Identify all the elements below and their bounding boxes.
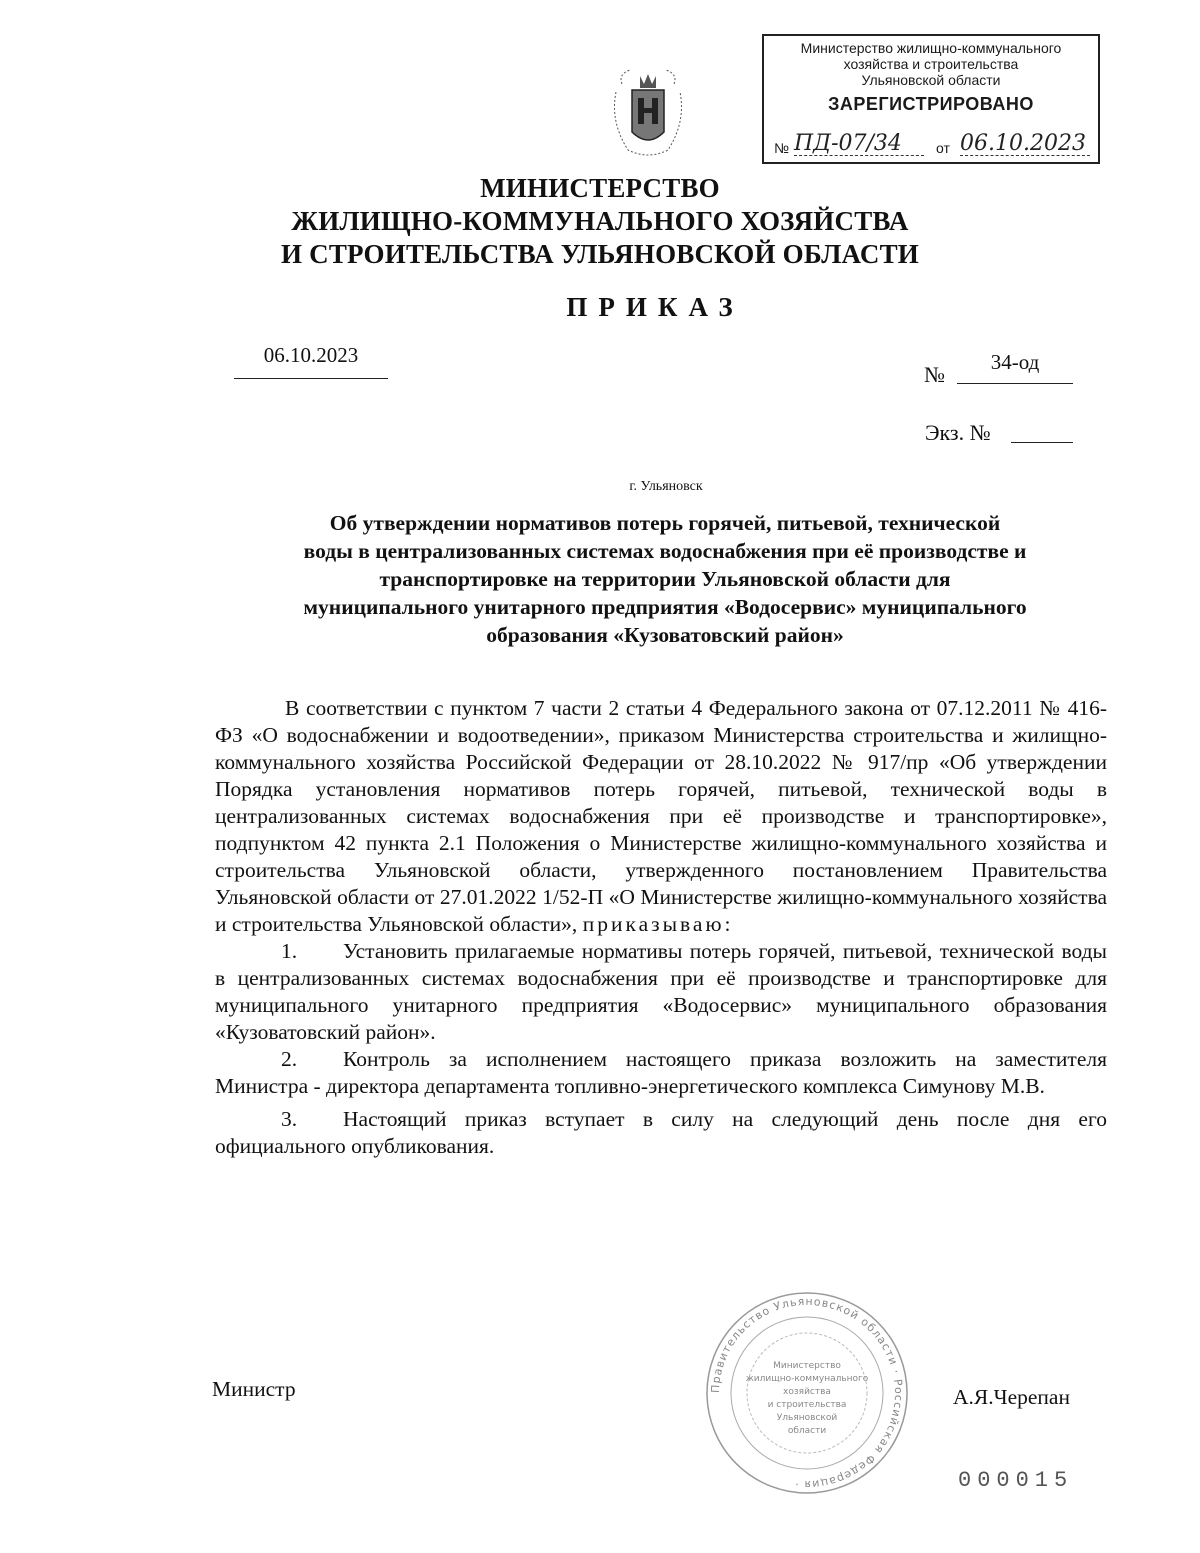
seal-inner-line: и строительства: [767, 1400, 847, 1410]
order-word: приказываю:: [582, 912, 734, 936]
item-text: Контроль за исполнением настоящего приказа возложить на заместителя Министра - директора департамента топливно-энергетического комплекса Симунову М.В.: [215, 1047, 1107, 1098]
stamp-line-3: Ульяновской области: [861, 72, 1001, 88]
serial-number: 000015: [958, 1468, 1074, 1493]
seal-outer-text: Правительство Ульяновской области · Российская Федерация ·: [708, 1294, 906, 1492]
copy-number-label: Экз. №: [925, 420, 991, 445]
ministry-line-1: МИНИСТЕРСТВО: [480, 173, 720, 203]
subject-line: воды в централизованных системах водоснабжения при её производстве и: [303, 539, 1027, 563]
seal-inner-line: Ульяновской: [776, 1413, 838, 1423]
order-body: [215, 695, 1107, 1160]
order-item: [215, 1106, 1107, 1160]
order-item: [215, 938, 1107, 1046]
seal-inner-line: жилищно-коммунального: [745, 1374, 869, 1384]
order-title: ПРИКАЗ: [566, 292, 744, 322]
order-number: 34-од: [957, 350, 1073, 384]
subject-line: транспортировке на территории Ульяновской области для: [379, 567, 951, 591]
signer-title: Министр: [212, 1377, 296, 1401]
stamp-date-value: 06.10.2023: [960, 133, 1090, 156]
official-seal-icon: [704, 1288, 910, 1498]
stamp-date-label: от: [936, 140, 950, 156]
signer-name: А.Я.Черепан: [953, 1385, 1070, 1409]
item-text: Установить прилагаемые нормативы потерь горячей, питьевой, технической воды в централизованных системах водоснабжения при её производстве и транспортировке для муниципального унитарного предприятия «Водосервис» муниципального образования «Кузоватовский район».: [215, 939, 1107, 1044]
coat-of-arms-icon: [608, 62, 688, 162]
preamble-paragraph: [215, 695, 1107, 938]
stamp-registered: ЗАРЕГИСТРИРОВАНО: [828, 94, 1034, 114]
stamp-line-2: хозяйства и строительства: [843, 56, 1019, 72]
ministry-line-3: И СТРОИТЕЛЬСТВА УЛЬЯНОВСКОЙ ОБЛАСТИ: [280, 239, 920, 269]
order-subject: [222, 509, 1108, 649]
ministry-line-2: ЖИЛИЩНО-КОММУНАЛЬНОГО ХОЗЯЙСТВА: [291, 206, 909, 236]
preamble-text: В соответствии с пунктом 7 части 2 статьи 4 Федерального закона от 07.12.2011 № 416-ФЗ «О водоснабжении и водоотведении», приказом Министерства строительства и жилищно-коммунального хозяйства Российской Федерации от 28.10.2022 № 917/пр «Об утверждении Порядка установления нормативов потерь горячей, питьевой, технической воды в централизованных системах водоснабжения при её производстве и транспортировке», подпунктом 42 пункта 2.1 Положения о Министерстве жилищно-коммунального хозяйства и строительства Ульяновской области, утвержденного постановлением Правительства Ульяновской области от 27.01.2022 1/52-П «О Министерстве жилищно-коммунального хозяйства и строительства Ульяновской области»,: [215, 696, 1107, 936]
city: г. Ульяновск: [629, 479, 703, 494]
order-date: 06.10.2023: [234, 343, 388, 379]
ministry-header: [0, 172, 1200, 271]
item-text: Настоящий приказ вступает в силу на следующий день после дня его официального опубликования.: [215, 1107, 1107, 1158]
seal-inner-line: хозяйства: [783, 1387, 831, 1397]
item-number: 2.: [281, 1047, 298, 1071]
stamp-number-line: [770, 132, 1092, 162]
order-item: [215, 1046, 1107, 1100]
stamp-line-1: Министерство жилищно-коммунального: [800, 40, 1062, 56]
stamp-number-value: ПД-07/34: [794, 133, 924, 156]
order-number-label: №: [924, 362, 945, 387]
seal-inner-line: области: [787, 1426, 827, 1436]
subject-line: образования «Кузоватовский район»: [486, 623, 844, 647]
seal-inner-line: Министерство: [773, 1361, 841, 1371]
subject-line: Об утверждении нормативов потерь горячей, питьевой, технической: [329, 511, 1001, 535]
subject-line: муниципального унитарного предприятия «Водосервис» муниципального: [303, 595, 1027, 619]
stamp-number-label: №: [774, 140, 790, 156]
registration-stamp: [762, 34, 1100, 164]
item-number: 1.: [281, 939, 298, 963]
item-number: 3.: [281, 1107, 298, 1131]
copy-number-blank: [1011, 442, 1073, 443]
